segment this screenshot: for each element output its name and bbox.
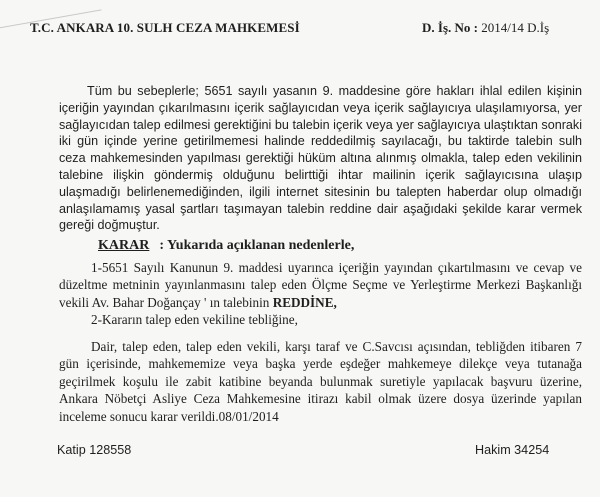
decision-heading [98, 238, 354, 254]
closing-paragraph: Dair, talep eden, talep eden vekili, karşı taraf ve C.Savcısı açısından, tebliğden itibaren 7 gün içerisinde, mahkememize veya başka yerde eşdeğer mahkemeye dilekçe veya tutanağa geçirilmek koşulu ile zabit katibine beyanda bulunmak suretiyle yapılacak başvuru üzerine, Ankara Nöbetçi Asliye Ceza Mahkemesine itirazı kabil olmak üzere dosya üzerinde yapılan inceleme sonucu karar verildi.08/01/2014 [59, 339, 582, 424]
decision-item-1-text: 1-5651 Sayılı Kanunun 9. maddesi uyarınca içeriğin yayından çıkartılmasını ve cevap ve düzeltme metninin yayınlanmasını talep eden Ölçme Seçme ve Yerleştirme Merkezi Başkanlığı vekili Av. Bahar Doğançay ' ın talebinin [59, 260, 582, 310]
decision-item-2: 2-Kararın talep eden vekiline tebliğine, [91, 312, 298, 327]
court-name: T.C. ANKARA 10. SULH CEZA MAHKEMESİ [30, 20, 300, 35]
file-number-line [422, 20, 549, 36]
decision-subtitle: : Yukarıda açıklanan nedenlerle, [159, 238, 355, 253]
decision-title: KARAR [98, 238, 150, 253]
decision-item-1-result: REDDİNE, [272, 294, 337, 310]
file-number: 2014/14 D.İş [481, 20, 550, 35]
clerk-signature: Katip 128558 [57, 443, 132, 457]
file-number-label: D. İş. No : [422, 20, 478, 35]
judge-signature: Hakim 34254 [475, 443, 550, 457]
decision-item-1 [59, 259, 582, 311]
reasoning-paragraph: Tüm bu sebeplerle; 5651 sayılı yasanın 9. maddesine göre hakları ihlal edilen kişinin içeriğin yayından çıkarılmasını içerik sağlayıcıdan veya içerik sağlayıcıya ulaşılamıyorsa, yer sağlayıcıdan talep edilmesi gerektiğini bu talebin içerik veya yer sağlayıcıya ulaştıktan sonraki iki gün içinde yerine getirilmemesi halinde reddedilmiş sayılacağı, bu taktirde talebin sulh ceza mahkemesinden yapılması gerektiği hüküm altına alınmış olmakla, talep eden vekilinin talebine ilişkin göndermiş olduğunu belirttiği ihtar mailinin içerik sağlayıcısına ulaşıp ulaşmadığı belirlenemediğinden, ilgili internet sitesinin bu talepten haberdar olup olmadığı anlaşılamamış yasal şartları taşımayan talebin reddine dair aşağıdaki şekilde karar vermek gereği doğmuştur. [59, 84, 582, 233]
